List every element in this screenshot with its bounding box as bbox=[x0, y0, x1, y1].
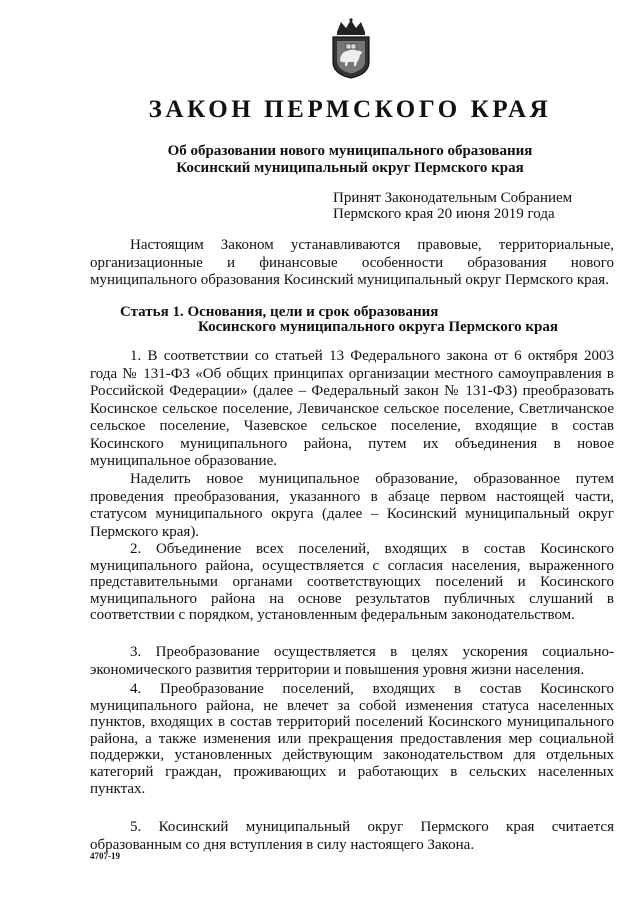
adoption-note bbox=[333, 190, 623, 222]
article-heading-line-2: Косинского муниципального округа Пермского края bbox=[198, 319, 558, 335]
article-1-part-2: 2. Объединение всех поселений, входящих в состав Косинского муниципального района, осуществляется с согласия населения, выраженного представительными органами соответствующих поселений и Косинского муниципального района на основе результатов публичных слушаний в соответствии с порядком, установленным федеральным законодательством. bbox=[90, 541, 614, 624]
article-heading-line-1: Статья 1. Основания, цели и срок образования bbox=[120, 304, 439, 320]
preamble-paragraph: Настоящим Законом устанавливаются правовые, территориальные, организационные и финансовые особенности образования нового муниципального образования Косинский муниципальный округ Пермского края. bbox=[90, 237, 614, 288]
article-1-heading bbox=[120, 305, 590, 335]
law-title: ЗАКОН ПЕРМСКОГО КРАЯ bbox=[148, 96, 552, 123]
article-1-part-1-paragraph-2: Наделить новое муниципальное образование, образованное путем проведения преобразования, указанного в абзаце первом настоящей части, статусом муниципального округа (далее – Косинский муниципальный округ Пермского края). bbox=[90, 471, 614, 540]
article-1-part-1: 1. В соответствии со статьей 13 Федерального закона от 6 октября 2003 года № 131-ФЗ «Об общих принципах организации местного самоуправления в Российской Федерации» (далее – Федеральный закон № 131-ФЗ) преобразовать Косинское сельское поселение, Левичанское сельское поселение, Светличанское сельское поселение, Чазевское сельское поселение, входящие в состав Косинского муниципального района, путем их объединения в новое муниципальное образование. bbox=[90, 348, 614, 469]
article-1-part-5: 5. Косинский муниципальный округ Пермского края считается образованным со дня вступления в силу настоящего Закона. bbox=[90, 819, 614, 853]
law-subtitle bbox=[100, 143, 600, 177]
adoption-line-2: Пермского края 20 июня 2019 года bbox=[333, 206, 555, 222]
article-1-part-4: 4. Преобразование поселений, входящих в состав Косинского муниципального района, не влечет за собой изменения статуса населенных пунктов, входящих в состав территорий поселений Косинского муниципального района, а также изменения или прекращения предоставления мер социальной поддержки, установленных действующим законодательством для отдельных категорий граждан, проживающих и работающих в сельских населенных пунктах. bbox=[90, 681, 614, 797]
document-number: 4707-19 bbox=[90, 851, 120, 861]
coat-of-arms-icon bbox=[327, 18, 375, 80]
subtitle-line-1: Об образовании нового муниципального образования bbox=[167, 143, 533, 159]
subtitle-line-2: Косинский муниципальный округ Пермского края bbox=[176, 160, 524, 176]
adoption-line-1: Принят Законодательным Собранием bbox=[333, 190, 573, 206]
article-1-part-3: 3. Преобразование осуществляется в целях ускорения социально-экономического развития территории и повышения уровня жизни населения. bbox=[90, 644, 614, 678]
